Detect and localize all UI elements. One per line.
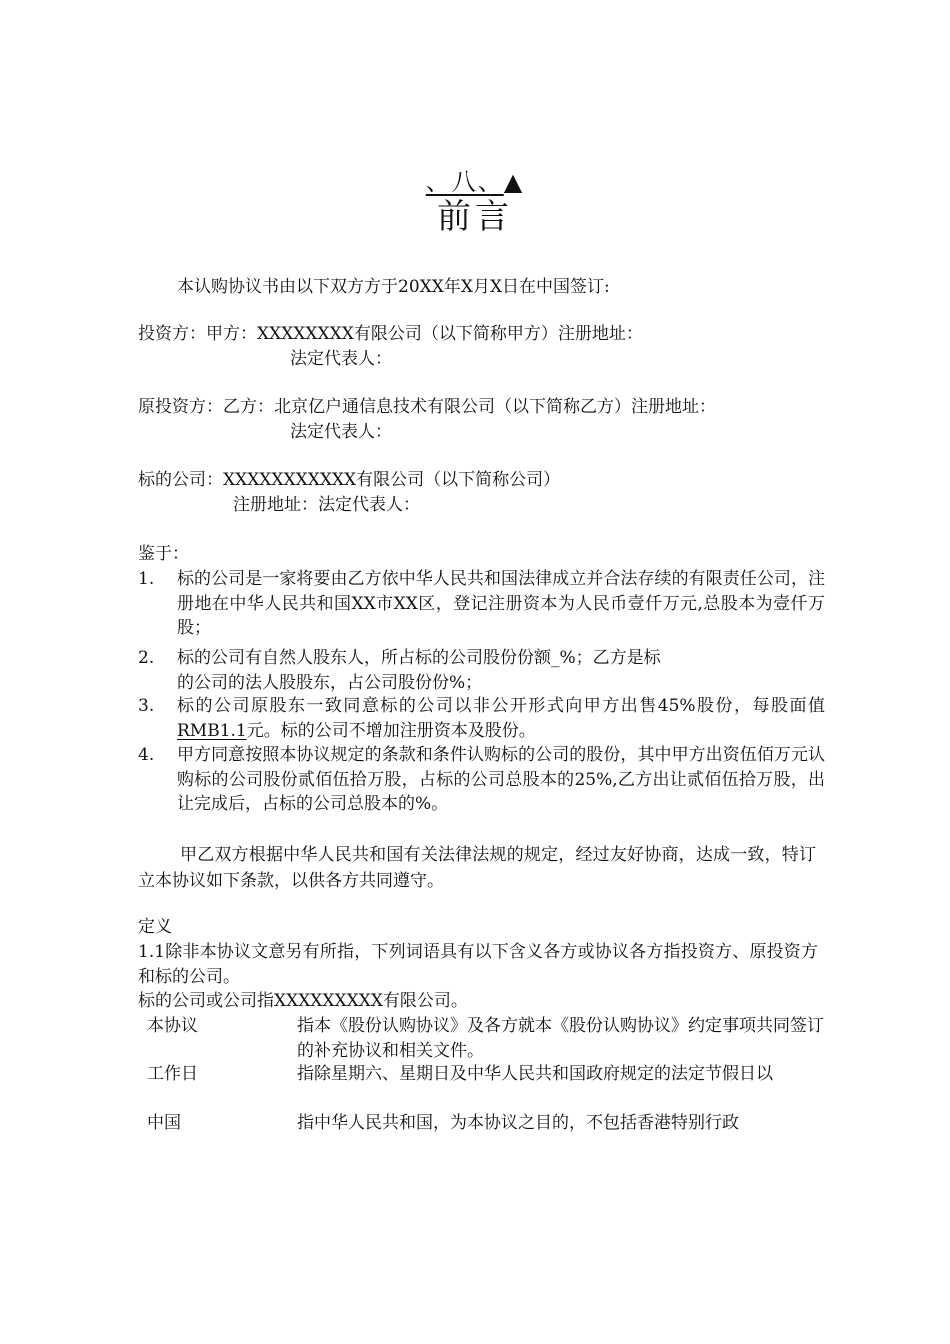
target-company-line: 标的公司：XXXXXXXXXXX有限公司（以下简称公司） bbox=[138, 470, 561, 490]
investor-rep: 法定代表人： bbox=[290, 349, 392, 369]
intro-paragraph: 本认购协议书由以下双方方于20XX年X月X日在中国签订: bbox=[177, 277, 610, 297]
definition-term: 本协议 bbox=[147, 1016, 198, 1036]
whereas-2-number: 2. bbox=[138, 648, 155, 668]
whereas-3-price: RMB1.1 bbox=[177, 720, 247, 741]
whereas-2-line1: 标的公司有自然人股东人，所占标的公司股份份额_%；乙方是标 bbox=[177, 648, 661, 668]
definitions-heading: 定义 bbox=[138, 917, 172, 937]
investor-line: 投资方：甲方：XXXXXXXX有限公司（以下简称甲方）注册地址： bbox=[138, 324, 643, 344]
page-title: 前言 bbox=[437, 197, 513, 237]
original-investor-line: 原投资方：乙方：北京亿户通信息技术有限公司（以下简称乙方）注册地址： bbox=[138, 397, 716, 417]
whereas-3-text-after: 元。标的公司不增加注册资本及股份。 bbox=[246, 720, 536, 741]
original-investor-rep: 法定代表人： bbox=[290, 422, 392, 442]
agreement-paragraph: 甲乙双方根据中华人民共和国有关法律法规的规定，经过友好协商，达成一致，特订立本协议如下条款，以供各方共同遵守。 bbox=[138, 845, 816, 891]
definition-meaning: 指中华人民共和国，为本协议之目的，不包括香港特别行政 bbox=[297, 1113, 739, 1133]
heading-mark bbox=[0, 167, 950, 197]
target-company-detail: 注册地址：法定代表人： bbox=[233, 495, 420, 515]
definitions-company: 标的公司或公司指XXXXXXXXX有限公司。 bbox=[138, 991, 468, 1011]
whereas-4-text: 甲方同意按照本协议规定的条款和条件认购标的公司的股份，其中甲方出资伍佰万元认购标的公司股份贰佰伍拾万股，占标的公司总股本的25%,乙方出让贰佰伍拾万股，出让完成后，占标的公司总股本的%。 bbox=[177, 745, 825, 814]
whereas-2-line2: 的公司的法人股股东，占公司股份份%； bbox=[177, 673, 483, 693]
whereas-1-number: 1. bbox=[138, 569, 155, 589]
definition-meaning: 指本《股份认购协议》及各方就本《股份认购协议》约定事项共同签订的补充协议和相关文件。 bbox=[297, 1016, 824, 1061]
definitions-intro: 1.1除非本协议文意另有所指，下列词语具有以下含义各方或协议各方指投资方、原投资方和标的公司。 bbox=[138, 942, 818, 987]
triangle-icon: ▲ bbox=[503, 168, 525, 196]
heading-mark-prefix: 、八、 bbox=[425, 168, 504, 196]
whereas-4-number: 4. bbox=[138, 745, 155, 765]
definition-term: 中国 bbox=[147, 1113, 181, 1133]
whereas-3-text bbox=[177, 694, 825, 743]
definition-meaning: 指除星期六、星期日及中华人民共和国政府规定的法定节假日以 bbox=[297, 1064, 773, 1084]
whereas-label: 鉴于： bbox=[138, 544, 189, 564]
definition-term: 工作日 bbox=[147, 1064, 198, 1084]
whereas-1-text: 标的公司是一家将要由乙方依中华人民共和国法律成立并合法存续的有限责任公司，注册地在中华人民共和国XX市XX区，登记注册资本为人民币壹仟万元,总股本为壹仟万股； bbox=[177, 569, 825, 638]
whereas-3-text-before: 标的公司原股东一致同意标的公司以非公开形式向甲方出售45%股份，每股面值 bbox=[177, 696, 825, 716]
whereas-3-number: 3. bbox=[138, 696, 155, 716]
